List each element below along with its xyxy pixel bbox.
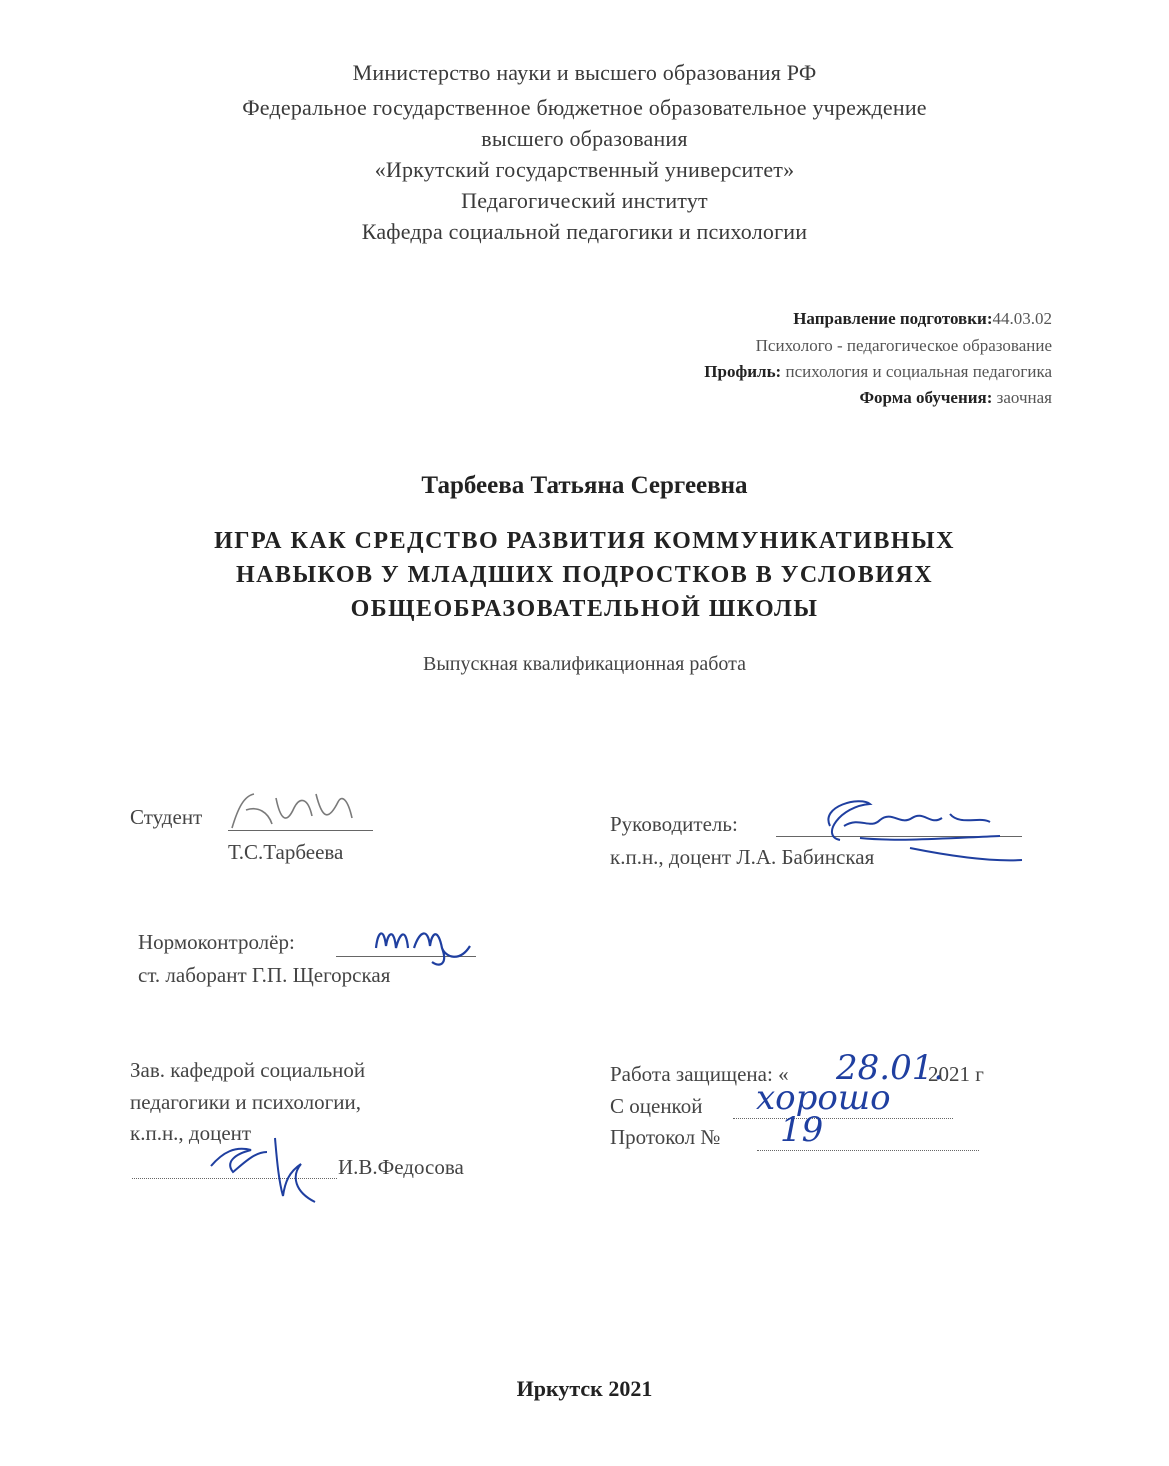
thesis-title-line-1: ИГРА КАК СРЕДСТВО РАЗВИТИЯ КОММУНИКАТИВНЫХ	[214, 528, 955, 554]
head-title-line-1: Зав. кафедрой социальной	[130, 1058, 366, 1082]
university-line: «Иркутский государственный университет»	[374, 157, 795, 182]
student-label: Студент	[130, 805, 203, 829]
head-name: И.В.Федосова	[338, 1155, 464, 1179]
protected-date-handwritten: 28.01.	[836, 1048, 945, 1088]
profile-value: психология и социальная педагогика	[785, 362, 1052, 381]
student-name: Т.С.Тарбеева	[228, 840, 344, 864]
direction-label: Направление подготовки:	[793, 309, 993, 328]
direction-value: 44.03.02	[992, 309, 1052, 328]
education-level-line: высшего образования	[481, 126, 688, 151]
supervisor-label: Руководитель:	[610, 812, 738, 836]
normcontrol-name: ст. лаборант Г.П. Щегорская	[138, 963, 391, 987]
ministry-line: Министерство науки и высшего образования РФ	[352, 60, 817, 85]
institute-line: Педагогический институт	[461, 188, 708, 213]
head-title-line-2: педагогики и психологии,	[130, 1090, 361, 1114]
direction-row	[793, 309, 1052, 329]
protocol-line	[757, 1150, 979, 1151]
form-row	[859, 388, 1052, 408]
thesis-title-line-2: НАВЫКОВ У МЛАДШИХ ПОДРОСТКОВ В УСЛОВИЯХ	[235, 562, 934, 588]
head-title-line-3: к.п.н., доцент	[130, 1121, 252, 1145]
grade-line	[733, 1118, 953, 1119]
supervisor-name: к.п.н., доцент Л.А. Бабинская	[610, 845, 875, 869]
thesis-title-line-3: ОБЩЕОБРАЗОВАТЕЛЬНОЙ ШКОЛЫ	[350, 596, 819, 622]
protocol-number-handwritten: 19	[780, 1110, 824, 1150]
form-label: Форма обучения:	[859, 388, 993, 407]
protected-label: Работа защищена: «	[610, 1062, 789, 1086]
city-year: Иркутск 2021	[516, 1376, 653, 1401]
normcontrol-signature	[370, 918, 480, 966]
normcontrol-label: Нормоконтролёр:	[138, 930, 295, 954]
profile-row	[704, 362, 1052, 382]
grade-label: С оценкой	[610, 1094, 703, 1118]
author-name: Тарбеева Татьяна Сергеевна	[421, 472, 748, 499]
profile-label: Профиль:	[704, 362, 782, 381]
protocol-label: Протокол №	[610, 1125, 721, 1149]
work-type: Выпускная квалификационная работа	[423, 653, 746, 675]
institution-line: Федеральное государственное бюджетное образовательное учреждение	[242, 95, 927, 120]
form-value: заочная	[996, 388, 1052, 407]
head-signature	[205, 1132, 325, 1208]
grade-handwritten: хорошо	[756, 1078, 891, 1118]
direction-name: Психолого - педагогическое образование	[755, 336, 1052, 355]
student-signature	[228, 788, 358, 834]
protected-year: 2021 г	[928, 1062, 984, 1086]
department-line: Кафедра социальной педагогики и психологии	[361, 219, 808, 244]
